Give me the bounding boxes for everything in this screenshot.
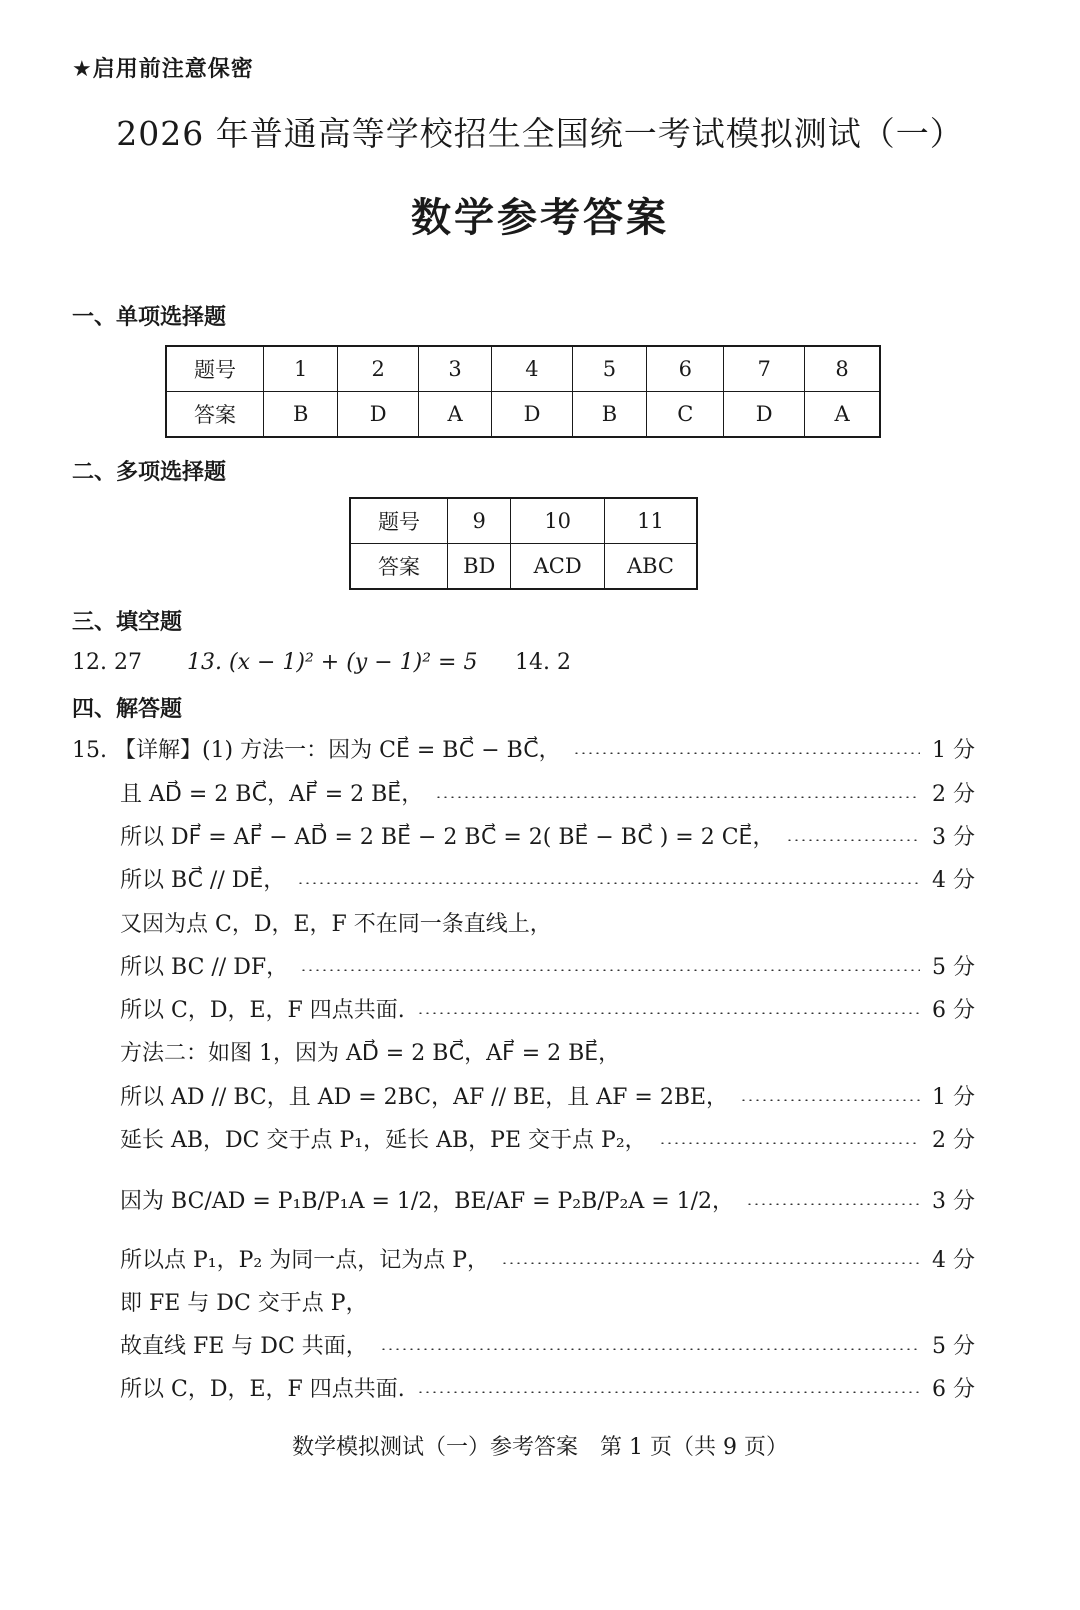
question-number-cell: 9 [448,498,511,544]
dotted-leader [417,1391,920,1393]
page-footer: 数学模拟测试（一）参考答案 第 1 页（共 9 页） [292,1435,788,1460]
table-row-answers [350,544,697,590]
row-label-question-number: 题号 [350,498,448,544]
solution-step-text: 因为 BC/AD = P₁B/P₁A = 1/2，BE/AF = P₂B/P₂A = 1/2， [120,1188,735,1214]
answer-q14: 14. 2 [515,650,571,675]
solution-line [120,1329,975,1359]
answer-cell: ABC [604,544,697,590]
answer-cell: BD [448,544,511,590]
section-heading-solutions: 四、解答题 [72,697,183,722]
answer-cell: ACD [511,544,605,590]
score-mark: 4 分 [932,1247,975,1273]
table-row-question-numbers [350,498,697,544]
score-mark: 6 分 [932,1376,975,1402]
solution-step-text: 所以 BC⃗ // DE⃗， [120,867,286,893]
answer-cell: A [805,392,880,438]
single-choice-answer-table [165,345,881,438]
solution-line [120,820,975,850]
dotted-leader [573,752,920,754]
multiple-choice-answer-table [349,497,698,590]
question-number-cell: 8 [805,346,880,392]
exam-title: 2026 年普通高等学校招生全国统一考试模拟测试（一） [116,114,964,153]
score-mark: 5 分 [932,954,975,980]
question-number-cell: 6 [647,346,724,392]
score-mark: 4 分 [932,867,975,893]
solution-line [120,950,975,980]
answer-q12: 12. 27 [72,650,142,675]
score-mark: 6 分 [932,997,975,1023]
solution-step-text: 即 FE 与 DC 交于点 P， [120,1290,368,1316]
solution-step-text: 15. 【详解】(1) 方法一：因为 CE⃗ = BC⃗ − BC⃗， [72,737,561,763]
solution-step-text: 且 AD⃗ = 2 BC⃗，AF⃗ = 2 BE⃗， [120,781,424,807]
question-number-cell: 2 [338,346,419,392]
section-heading-multiple-choice: 二、多项选择题 [72,460,227,485]
solution-line [120,1243,975,1273]
section-heading-single-choice: 一、单项选择题 [72,305,227,330]
dotted-leader [501,1262,920,1264]
solution-line [120,907,975,937]
dotted-leader [300,969,920,971]
row-label-question-number: 题号 [166,346,264,392]
solution-line [120,1286,975,1316]
score-mark: 2 分 [932,781,975,807]
table-row-question-numbers [166,346,880,392]
solution-step-text: 所以 C，D，E，F 四点共面. [120,997,405,1023]
question-number-cell: 4 [492,346,573,392]
section-heading-fill-blank: 三、填空题 [72,610,183,635]
answer-q13: 13. (x − 1)² + (y − 1)² = 5 [187,650,478,675]
question-number-cell: 1 [264,346,338,392]
solution-line [120,1372,975,1402]
answer-cell: D [338,392,419,438]
row-label-answer: 答案 [350,544,448,590]
row-label-answer: 答案 [166,392,264,438]
dotted-leader [746,1203,920,1205]
solution-step-text: 所以 AD // BC，且 AD = 2BC，AF // BE，且 AF = 2BE， [120,1084,729,1110]
dotted-leader [435,796,920,798]
solution-line [120,1080,975,1110]
dotted-leader [786,839,920,841]
answer-cell: B [264,392,338,438]
document-title: 数学参考答案 [411,195,669,241]
question-number-cell: 11 [604,498,697,544]
answer-cell: D [492,392,573,438]
dotted-leader [380,1348,920,1350]
dotted-leader [417,1012,920,1014]
solution-step-text: 所以 C，D，E，F 四点共面. [120,1376,405,1402]
dotted-leader [659,1142,920,1144]
score-mark: 3 分 [932,824,975,850]
score-mark: 1 分 [932,737,975,763]
solution-line [72,733,975,763]
score-mark: 5 分 [932,1333,975,1359]
solution-step-text: 所以 BC // DF， [120,954,289,980]
dotted-leader [297,882,920,884]
question-number-cell: 3 [419,346,492,392]
solution-step-text: 所以点 P₁，P₂ 为同一点，记为点 P， [120,1247,490,1273]
question-number-cell: 10 [511,498,605,544]
fill-blank-answers [72,650,571,675]
score-mark: 1 分 [932,1084,975,1110]
solution-line [120,863,975,893]
answer-cell: D [724,392,805,438]
score-mark: 3 分 [932,1188,975,1214]
solution-step-text: 方法二：如图 1，因为 AD⃗ = 2 BC⃗，AF⃗ = 2 BE⃗， [120,1040,621,1066]
question-number-cell: 7 [724,346,805,392]
solution-line [120,777,975,807]
solution-step-text: 所以 DF⃗ = AF⃗ − AD⃗ = 2 BE⃗ − 2 BC⃗ = 2( BE⃗ − BC⃗ ) = 2 CE⃗， [120,824,775,850]
solution-step-text: 故直线 FE 与 DC 共面， [120,1333,368,1359]
confidential-notice: ★启用前注意保密 [72,57,254,82]
solution-line [120,1184,975,1214]
score-mark: 2 分 [932,1127,975,1153]
solution-line [120,1123,975,1153]
solution-step-text: 又因为点 C，D，E，F 不在同一条直线上， [120,911,552,937]
answer-cell: C [647,392,724,438]
answer-cell: B [572,392,646,438]
dotted-leader [740,1099,920,1101]
solution-step-text: 延长 AB，DC 交于点 P₁，延长 AB，PE 交于点 P₂， [120,1127,647,1153]
table-row-answers [166,392,880,438]
question-number-cell: 5 [572,346,646,392]
solution-line [120,1036,975,1066]
answer-cell: A [419,392,492,438]
solution-line [120,993,975,1023]
